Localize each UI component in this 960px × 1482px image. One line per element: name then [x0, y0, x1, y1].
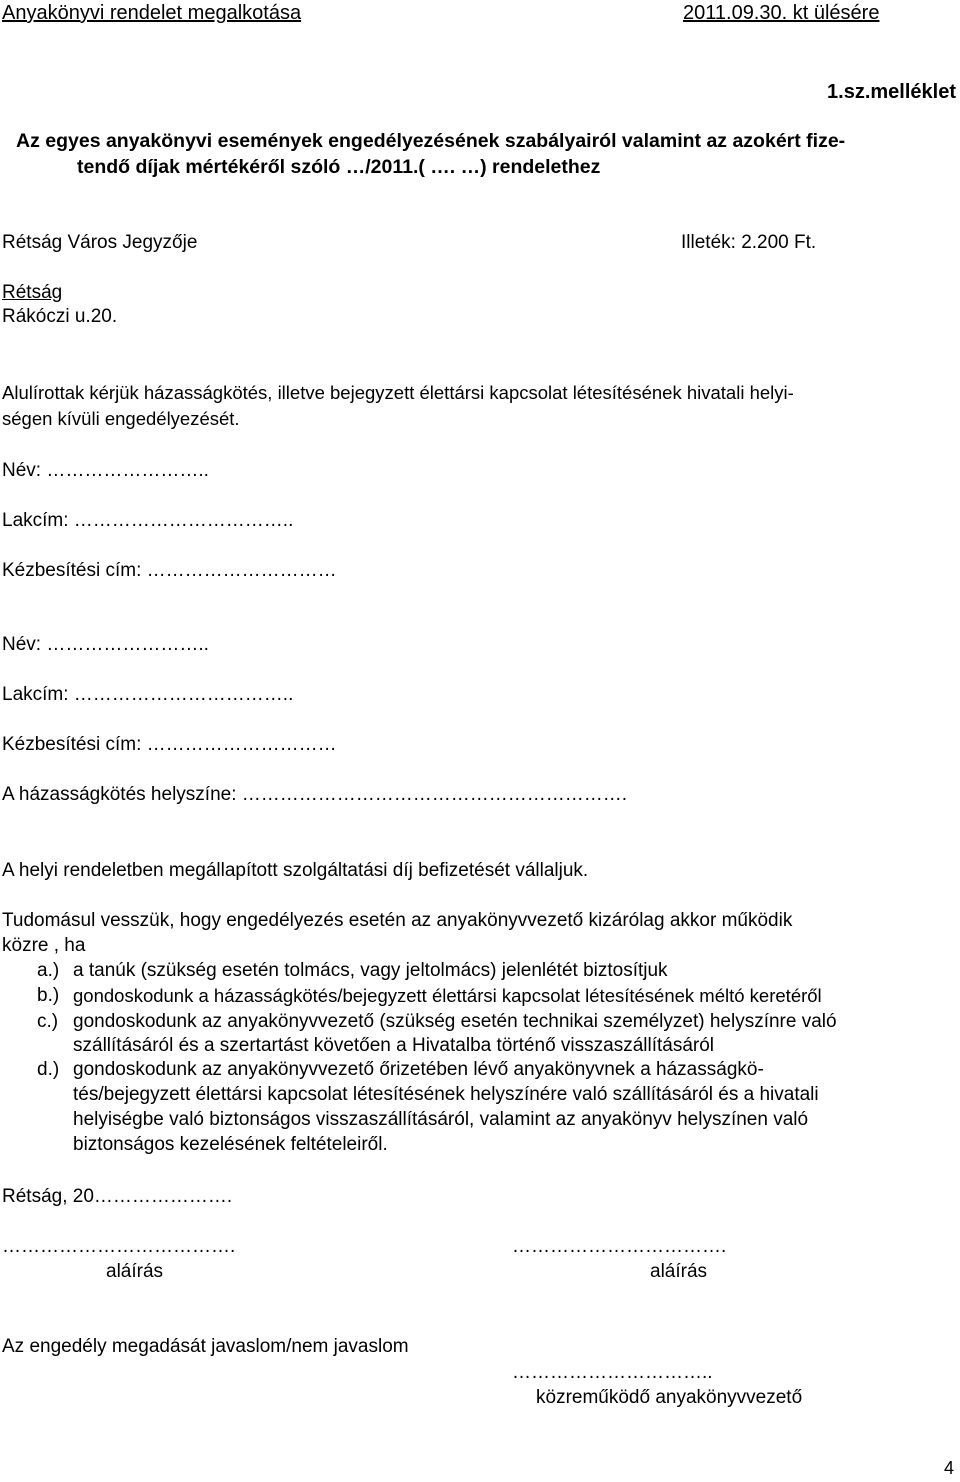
- official-label: közreműködő anyakönyvvezető: [536, 1387, 803, 1408]
- title-line1: Az egyes anyakönyvi események engedélyezésének szabályairól valamint az azokért fize-: [16, 130, 846, 152]
- fee-statement: A helyi rendeletben megállapított szolgáltatási díj befizetését vállaljuk.: [2, 860, 589, 881]
- signature-right-dots: …………………………….: [512, 1236, 727, 1257]
- condition-c-text-2: szállításáról és a szertartást követően a Hivatalba történő visszaszállításáról: [73, 1035, 715, 1056]
- condition-d-text-3: helyiségbe való biztonságos visszaszállításáról, valamint az anyakönyv helyszínen való: [73, 1109, 809, 1130]
- condition-b-text: gondoskodunk a házasságkötés/bejegyzett élettársi kapcsolat létesítésének méltó keretéről: [73, 985, 822, 1006]
- condition-d-text-4: biztonságos kezelésének feltételeiről.: [73, 1134, 388, 1155]
- header-right: 2011.09.30. kt ülésére: [683, 2, 880, 24]
- signature-right-label: aláírás: [650, 1261, 708, 1282]
- addressee-street: Rákóczi u.20.: [2, 306, 118, 327]
- condition-b-label: b.): [37, 985, 60, 1006]
- page-number: 4: [943, 1458, 954, 1478]
- condition-d-text-1: gondoskodunk az anyakönyvvezető őrizetében lévő anyakönyvnek a házasságkö-: [73, 1059, 764, 1080]
- person1-name-field: Név: ……………………..: [2, 460, 209, 481]
- signature-left-dots: ……………………………….: [2, 1236, 236, 1257]
- header-left: Anyakönyvi rendelet megalkotása: [2, 2, 302, 24]
- condition-c-text-1: gondoskodunk az anyakönyvvezető (szükség esetén technikai személyzet) helyszínre való: [73, 1011, 837, 1032]
- title-line2: tendő díjak mértékéről szóló …/2011.( …. …) rendelethez: [77, 156, 601, 178]
- person2-name-field: Név: ……………………..: [2, 634, 209, 655]
- person1-delivery-field: Kézbesítési cím: …………………………: [2, 560, 337, 581]
- addressee-city: Rétság: [2, 282, 63, 303]
- signature-left-label: aláírás: [106, 1261, 164, 1282]
- condition-a-text: a tanúk (szükség esetén tolmács, vagy jeltolmács) jelenlétét biztosítjuk: [73, 960, 668, 981]
- addressee-name: Rétság Város Jegyzője: [2, 232, 198, 253]
- date-line: Rétság, 20………………….: [2, 1186, 233, 1207]
- conditions-intro-line1: Tudomásul vesszük, hogy engedélyezés esetén az anyakönyvvezető kizárólag akkor működik: [2, 910, 793, 931]
- intro-line1: Alulírottak kérjük házasságkötés, illetve bejegyzett élettársi kapcsolat létesítésének hivatali helyi-: [2, 382, 794, 403]
- person2-address-field: Lakcím: ……………………………..: [2, 684, 294, 705]
- person1-address-field: Lakcím: ……………………………..: [2, 510, 294, 531]
- annex-label: 1.sz.melléklet: [827, 81, 956, 103]
- condition-a-label: a.): [37, 960, 60, 981]
- person2-delivery-field: Kézbesítési cím: …………………………: [2, 734, 337, 755]
- approval-line: Az engedély megadását javaslom/nem javaslom: [2, 1336, 409, 1357]
- condition-d-label: d.): [37, 1059, 60, 1080]
- venue-field: A házasságkötés helyszíne: …………………………………………………….: [2, 784, 628, 805]
- official-dots: …………………………..: [512, 1362, 713, 1383]
- intro-line2: ségen kívüli engedélyezését.: [2, 408, 240, 429]
- fee-label: Illeték: 2.200 Ft.: [681, 232, 817, 253]
- conditions-intro-line2: közre , ha: [2, 935, 86, 956]
- condition-d-text-2: tés/bejegyzett élettársi kapcsolat létesítésének helyszínére való szállításáról és a hivatali: [73, 1084, 819, 1105]
- condition-c-label: c.): [37, 1011, 59, 1032]
